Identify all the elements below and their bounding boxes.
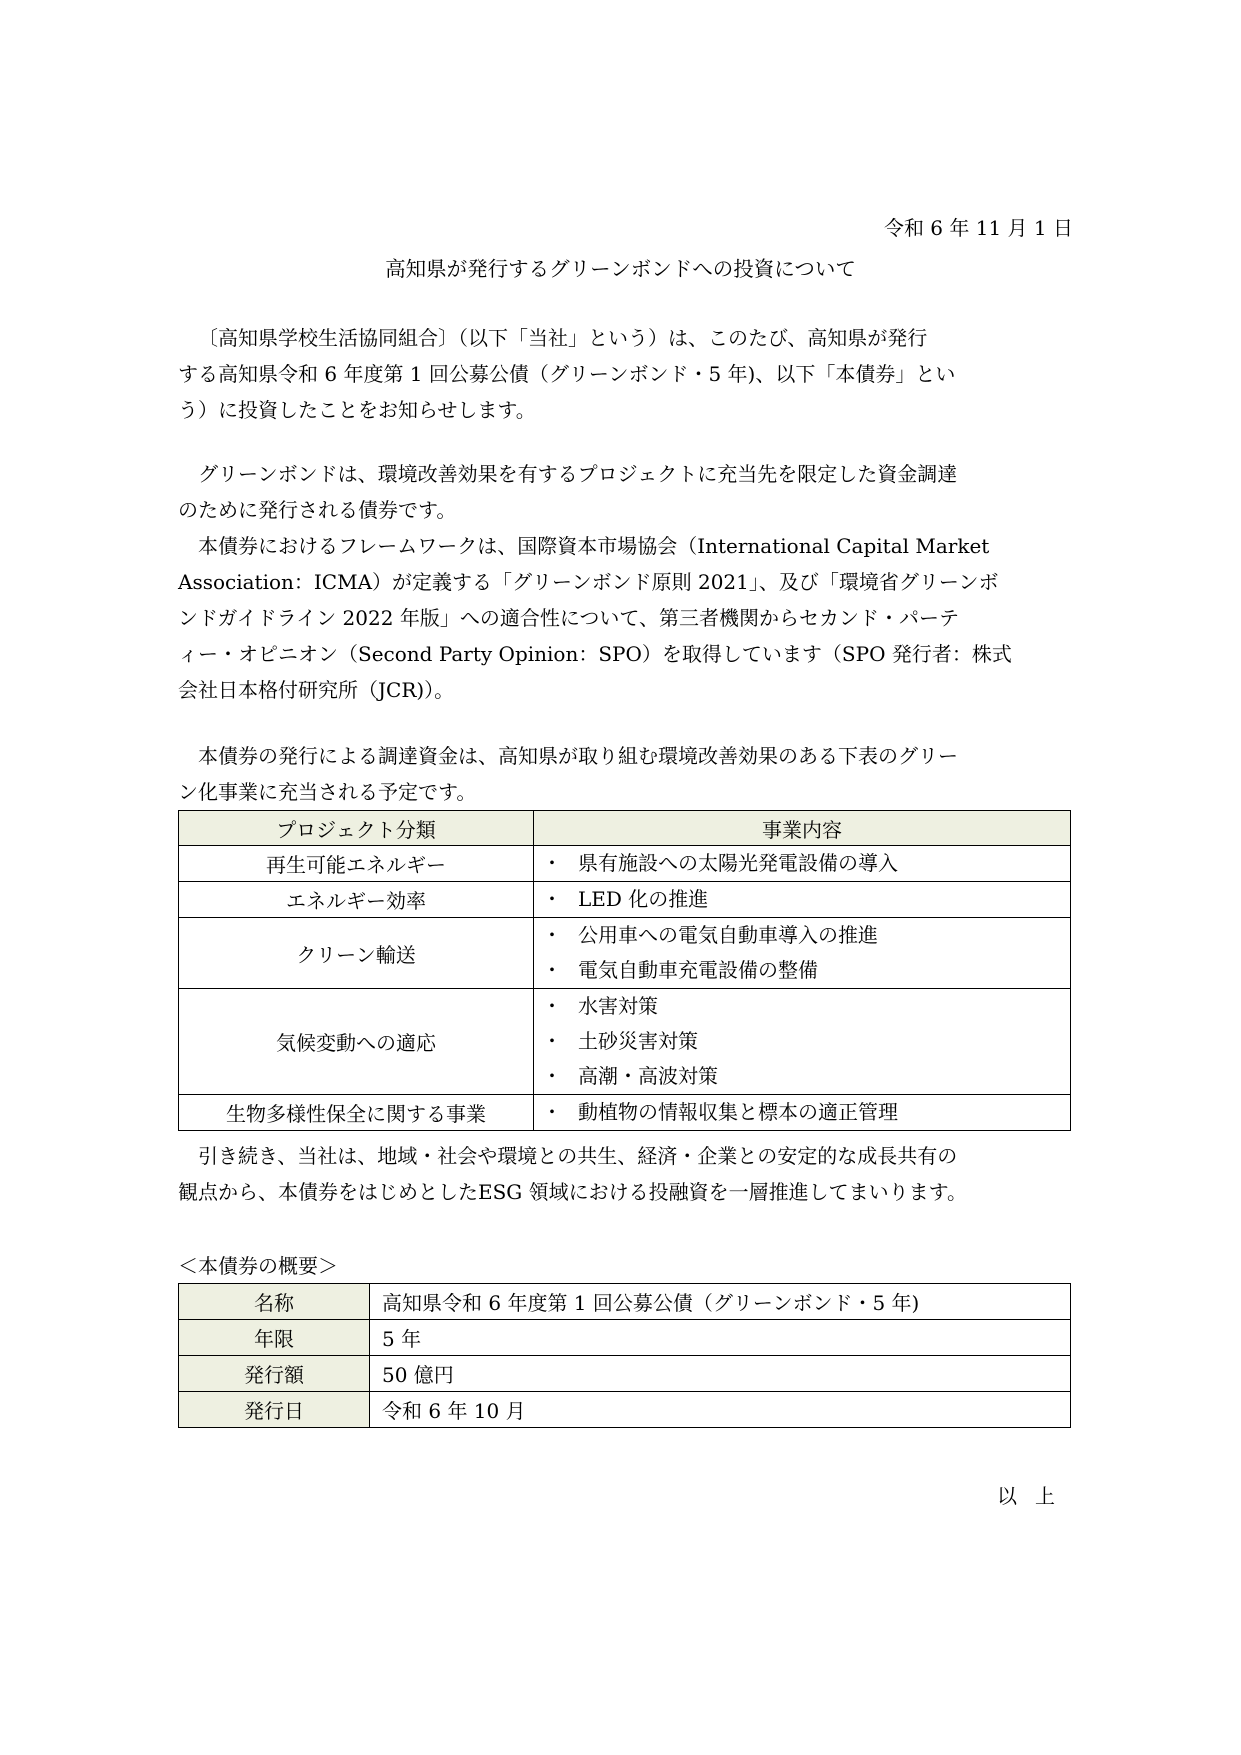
project-category: クリーン輸送	[179, 918, 534, 989]
summary-table	[178, 1283, 1071, 1428]
project-category: 生物多様性保全に関する事業	[179, 1095, 534, 1131]
text-line: 観点から、本債券をはじめとしたESG 領域における投融資を一層推進してまいります。	[178, 1180, 968, 1204]
table-row	[179, 1392, 1071, 1428]
text-line: する高知県令和 6 年度第 1 回公募公債（グリーンボンド・5 年)、以下「本債券」とい	[178, 362, 956, 386]
list-item	[542, 1095, 1070, 1130]
list-item	[542, 1059, 1070, 1094]
text-line: のために発行される債券です。	[178, 498, 457, 522]
document-date: 令和 6 年 11 月 1 日	[883, 216, 1073, 240]
green-bond-definition-paragraph	[178, 456, 1069, 528]
list-item	[542, 953, 1070, 988]
column-header: 事業内容	[534, 811, 1071, 846]
text-line: 本債券におけるフレームワークは、国際資本市場協会（International Capital Market	[198, 534, 990, 558]
text-line: グリーンボンドは、環境改善効果を有するプロジェクトに充当先を限定した資金調達	[198, 462, 958, 486]
item-text: 公用車への電気自動車導入の推進	[578, 923, 878, 947]
list-item	[542, 882, 1070, 917]
project-table	[178, 810, 1071, 1131]
item-text: 水害対策	[578, 994, 658, 1018]
bullet-icon: ・	[542, 851, 562, 875]
bullet-icon: ・	[542, 994, 562, 1018]
text-line: 〔高知県学校生活協同組合〕（以下「当社」という）は、このたび、高知県が発行	[198, 326, 928, 350]
table-row	[179, 918, 1071, 989]
summary-value: 令和 6 年 10 月	[370, 1392, 1071, 1428]
framework-paragraph	[178, 528, 1069, 708]
bullet-icon: ・	[542, 923, 562, 947]
project-category: 再生可能エネルギー	[179, 846, 534, 882]
bullet-icon: ・	[542, 887, 562, 911]
summary-heading: ＜本債券の概要＞	[178, 1254, 338, 1278]
summary-value: 高知県令和 6 年度第 1 回公募公債（グリーンボンド・5 年)	[370, 1284, 1071, 1320]
table-header-row	[179, 811, 1071, 846]
summary-value: 5 年	[370, 1320, 1071, 1356]
table-row	[179, 846, 1071, 882]
project-items	[534, 989, 1071, 1095]
text-line: ン化事業に充当される予定です。	[178, 780, 477, 804]
item-text: LED 化の推進	[578, 887, 709, 911]
project-items	[534, 882, 1071, 918]
project-category: エネルギー効率	[179, 882, 534, 918]
project-items	[534, 1095, 1071, 1131]
table-row	[179, 1356, 1071, 1392]
table-row	[179, 882, 1071, 918]
summary-key: 発行額	[179, 1356, 370, 1392]
bullet-icon: ・	[542, 1100, 562, 1124]
project-items	[534, 846, 1071, 882]
bullet-icon: ・	[542, 1029, 562, 1053]
summary-key: 発行日	[179, 1392, 370, 1428]
summary-key: 名称	[179, 1284, 370, 1320]
list-item	[542, 918, 1070, 953]
project-category: 気候変動への適応	[179, 989, 534, 1095]
intro-paragraph	[178, 320, 1069, 428]
bullet-icon: ・	[542, 958, 562, 982]
text-line: 引き続き、当社は、地域・社会や環境との共生、経済・企業との安定的な成長共有の	[198, 1144, 958, 1168]
item-text: 電気自動車充電設備の整備	[578, 958, 818, 982]
table-row	[179, 989, 1071, 1095]
text-line: ンドガイドライン 2022 年版」への適合性について、第三者機関からセカンド・パーテ	[178, 606, 960, 630]
item-text: 県有施設への太陽光発電設備の導入	[578, 851, 898, 875]
document-title: 高知県が発行するグリーンボンドへの投資について	[385, 257, 856, 281]
closing-mark: 以上	[997, 1484, 1073, 1508]
text-line: Association：ICMA）が定義する「グリーンボンド原則 2021」、及び「環境省グリーンボ	[178, 570, 999, 594]
item-text: 土砂災害対策	[578, 1029, 698, 1053]
list-item	[542, 846, 1070, 881]
table-row	[179, 1284, 1071, 1320]
table-row	[179, 1320, 1071, 1356]
project-items	[534, 918, 1071, 989]
closing-paragraph	[178, 1138, 1069, 1210]
text-line: 会社日本格付研究所（JCR)）。	[178, 678, 455, 702]
item-text: 高潮・高波対策	[578, 1064, 718, 1088]
item-text: 動植物の情報収集と標本の適正管理	[578, 1100, 898, 1124]
bullet-icon: ・	[542, 1064, 562, 1088]
table-row	[179, 1095, 1071, 1131]
text-line: ィー・オピニオン（Second Party Opinion：SPO）を取得しています（SPO 発行者：株式	[178, 642, 1012, 666]
text-line: 本債券の発行による調達資金は、高知県が取り組む環境改善効果のある下表のグリー	[198, 744, 958, 768]
summary-key: 年限	[179, 1320, 370, 1356]
list-item	[542, 1024, 1070, 1059]
column-header: プロジェクト分類	[179, 811, 534, 846]
allocation-paragraph	[178, 738, 1069, 810]
summary-value: 50 億円	[370, 1356, 1071, 1392]
list-item	[542, 989, 1070, 1024]
text-line: う）に投資したことをお知らせします。	[178, 398, 536, 422]
